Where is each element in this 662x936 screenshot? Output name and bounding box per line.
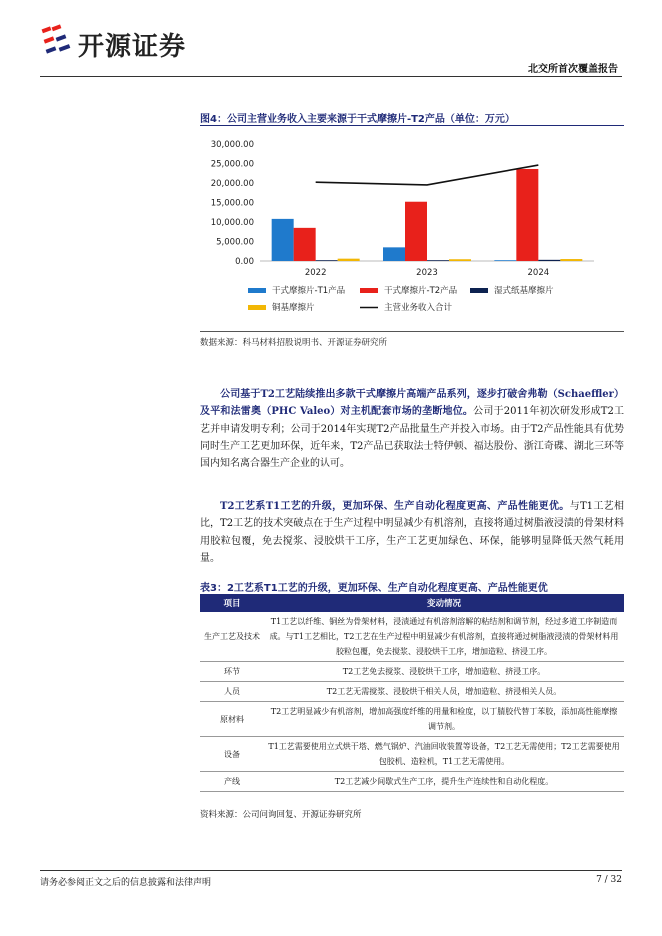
bar-2023-s0 [383, 247, 405, 261]
paragraph-1 [200, 386, 624, 472]
figure-bottom-rule [200, 331, 624, 332]
y-tick-label: 25,000.00 [210, 159, 254, 170]
row-item: 产线 [200, 772, 264, 792]
table-header-item: 项目 [200, 594, 264, 612]
table-title: 表3：2工艺系T1工艺的升级，更加环保、生产自动化程度更高、产品性能更优 [200, 583, 548, 594]
footer-divider [40, 870, 622, 871]
legend-label: 干式摩擦片-T2产品 [384, 286, 458, 296]
figure-top-rule [200, 125, 624, 126]
bar-2023-s1 [405, 202, 427, 261]
paragraph-2-lead: T2工艺系T1工艺的升级，更加环保、生产自动化程度更高、产品性能更优。 [220, 501, 570, 512]
row-item: 原材料 [200, 702, 264, 737]
paragraph-1-body: 公司于2011年初次研发形成T2工艺并申请发明专利；公司于2014年实现T2产品批量生产并投入市场。由于T2产品性能具有优势同时生产工艺更加环保，近年来，T2产品已获取法士特伊顿、福达股份、浙江奇碟、湖北三环等国内知名离合器生产企业的认可。 [200, 406, 625, 470]
row-item: 生产工艺及技术 [200, 612, 264, 662]
y-tick-label: 30,000.00 [210, 140, 254, 150]
row-item: 人员 [200, 682, 264, 702]
row-change: T2工艺免去搅浆、浸胶烘干工序，增加造粒、挤浸工序。 [264, 662, 624, 682]
y-tick-label: 0.00 [235, 257, 254, 267]
x-tick-label: 2024 [527, 268, 550, 278]
table-row [200, 772, 624, 792]
legend-swatch [470, 288, 488, 293]
table-row [200, 662, 624, 682]
footer-disclaimer: 请务必参阅正文之后的信息披露和法律声明 [40, 878, 212, 888]
row-item: 设备 [200, 737, 264, 772]
paragraph-2 [200, 498, 624, 567]
legend-swatch [248, 305, 266, 310]
table-row [200, 737, 624, 772]
table-header-change: 变动情况 [264, 594, 624, 612]
figure-source: 数据来源：科马材料招股说明书、开源证券研究所 [200, 338, 388, 348]
legend-label: 湿式纸基摩擦片 [494, 286, 554, 296]
table-row [200, 682, 624, 702]
row-change: T1工艺需要使用立式烘干塔、燃气锅炉、汽油回收装置等设备，T2工艺无需使用；T2工艺需要使用包胶机、造粒机，T1工艺无需使用。 [264, 737, 624, 772]
table-row [200, 612, 624, 662]
row-item: 环节 [200, 662, 264, 682]
y-tick-label: 20,000.00 [210, 179, 254, 189]
x-tick-label: 2022 [304, 268, 327, 278]
bar-2023-s3 [449, 259, 471, 261]
bar-2022-s3 [338, 259, 360, 261]
page-number: 7 / 32 [596, 875, 622, 885]
legend-label: 干式摩擦片-T1产品 [272, 286, 346, 296]
company-logo-icon [40, 24, 76, 58]
legend-swatch [360, 288, 378, 293]
row-change: T2工艺无需搅浆、浸胶烘干相关人员，增加造粒、挤浸相关人员。 [264, 682, 624, 702]
company-name: 开源证券 [78, 32, 187, 62]
bar-2022-s2 [316, 260, 338, 261]
figure-title: 图4：公司主营业务收入主要来源于干式摩擦片-T2产品（单位：万元） [200, 114, 515, 125]
table-source: 资料来源：公司问询回复、开源证券研究所 [200, 810, 362, 820]
bar-2024-s0 [494, 260, 516, 261]
bar-2022-s0 [272, 219, 294, 261]
paragraph-1-lead: 公司基于T2工艺陆续推出多款干式摩擦片高端产品系列，逐步打破舍弗勒（Schaeffler）及平和法雷奥（PHC Valeo）对主机配套市场的垄断地位。 [200, 389, 624, 418]
legend-label: 主营业务收入合计 [384, 303, 453, 313]
bar-2023-s2 [427, 260, 449, 261]
bar-2024-s2 [538, 260, 560, 261]
bar-2022-s1 [294, 228, 316, 261]
paragraph-2-body: 与T1工艺相比，T2工艺的技术突破点在于生产过程中明显减少有机溶剂，直接将通过树脂液浸渍的骨架材料用胶粒包覆，免去搅浆、浸胶烘干工序，生产工艺更加绿色、环保，能够明显降低天然气耗用量。 [200, 501, 624, 564]
x-tick-label: 2023 [416, 268, 438, 278]
process-comparison-table [200, 594, 624, 792]
report-type: 北交所首次覆盖报告 [528, 64, 618, 75]
legend-swatch [248, 288, 266, 293]
row-change: T2工艺明显减少有机溶剂，增加高强度纤维的用量和检度，以丁腈胶代替丁苯胶，添加高性能摩擦调节剂。 [264, 702, 624, 737]
y-tick-label: 10,000.00 [210, 218, 254, 228]
row-change: T2工艺减少间歇式生产工序，提升生产连续性和自动化程度。 [264, 772, 624, 792]
table-row [200, 702, 624, 737]
legend-label: 铜基摩擦片 [272, 303, 315, 313]
row-change: T1工艺以纤维、铜丝为骨架材料，浸渍通过有机溶剂溶解的粘结剂和调节剂，经过多道工序制造而成。与T1工艺相比，T2工艺在生产过程中明显减少有机溶剂，直接将通过树脂液浸渍的骨架材料用胶粒包覆，免去搅浆、浸胶烘干工序，增加造粒、挤浸工序。 [264, 612, 624, 662]
total-revenue-line [316, 165, 539, 185]
bar-2024-s3 [560, 259, 582, 261]
revenue-chart [200, 130, 624, 328]
y-tick-label: 5,000.00 [216, 237, 254, 248]
bar-2024-s1 [516, 169, 538, 261]
y-tick-label: 15,000.00 [210, 198, 254, 209]
header-divider [40, 76, 622, 77]
